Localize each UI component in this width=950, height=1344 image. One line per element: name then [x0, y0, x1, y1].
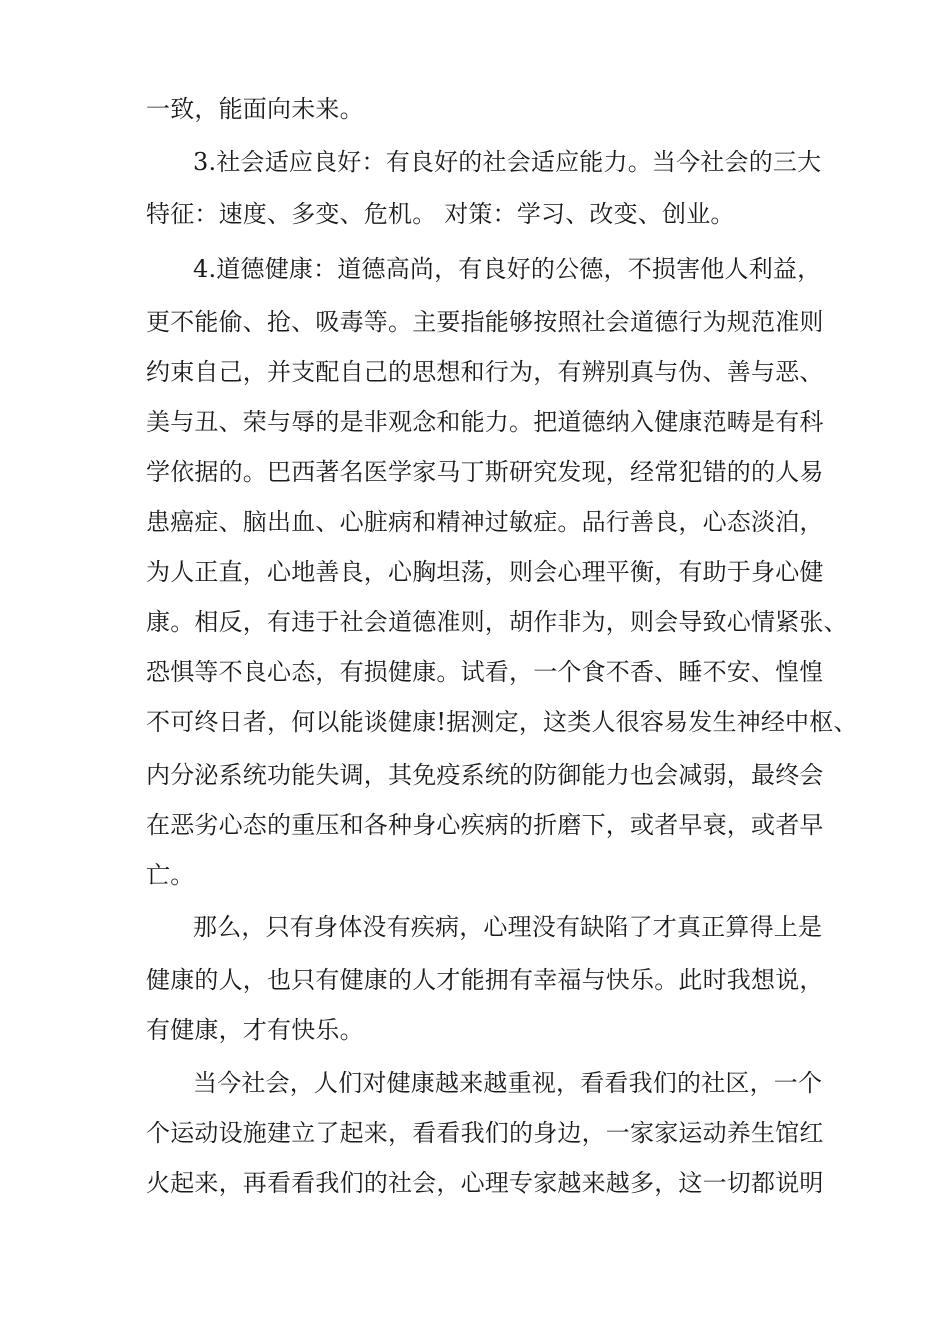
text-line: 在恶劣心态的重压和各种身心疾病的折磨下，或者早衰，或者早: [146, 811, 824, 839]
text-line: 3.社会适应良好：有良好的社会适应能力。当今社会的三大: [193, 148, 822, 176]
text-line: 为人正直，心地善良，心胸坦荡，则会心理平衡，有助于身心健: [146, 558, 824, 586]
text-line: 美与丑、荣与辱的是非观念和能力。把道德纳入健康范畴是有科: [146, 408, 824, 436]
text-line: 约束自己，并支配自己的思想和行为，有辨别真与伪、善与恶、: [146, 358, 824, 386]
text-line: 火起来，再看看我们的社会，心理专家越来越多，这一切都说明: [146, 1169, 824, 1197]
text-line: 内分泌系统功能失调，其免疫系统的防御能力也会减弱，最终会: [146, 761, 824, 789]
text-line: 那么，只有身体没有疾病，心理没有缺陷了才真正算得上是: [193, 913, 823, 941]
text-line: 康。相反，有违于社会道德准则，胡作非为，则会导致心情紧张、: [146, 608, 848, 636]
text-line: 不可终日者，何以能谈健康!据测定，这类人很容易发生神经中枢、: [146, 708, 858, 736]
text-line: 4.道德健康：道德高尚，有良好的公德，不损害他人利益，: [193, 255, 822, 283]
text-line: 更不能偷、抢、吸毒等。主要指能够按照社会道德行为规范准则: [146, 308, 824, 336]
text-line: 一致，能面向未来。: [146, 95, 364, 123]
text-line: 患癌症、脑出血、心脏病和精神过敏症。品行善良，心态淡泊，: [146, 508, 824, 536]
text-line: 亡。: [146, 861, 195, 889]
text-line: 当今社会，人们对健康越来越重视，看看我们的社区，一个: [193, 1069, 823, 1097]
text-line: 个运动设施建立了起来，看看我们的身边，一家家运动养生馆红: [146, 1119, 824, 1147]
text-line: 恐惧等不良心态，有损健康。试看，一个食不香、睡不安、惶惶: [146, 658, 824, 686]
text-line: 特征：速度、多变、危机。 对策：学习、改变、创业。: [146, 200, 735, 228]
text-line: 有健康，才有快乐。: [146, 1016, 364, 1044]
text-line: 健康的人，也只有健康的人才能拥有幸福与快乐。此时我想说，: [146, 966, 824, 994]
text-line: 学依据的。巴西著名医学家马丁斯研究发现，经常犯错的的人易: [146, 458, 824, 486]
